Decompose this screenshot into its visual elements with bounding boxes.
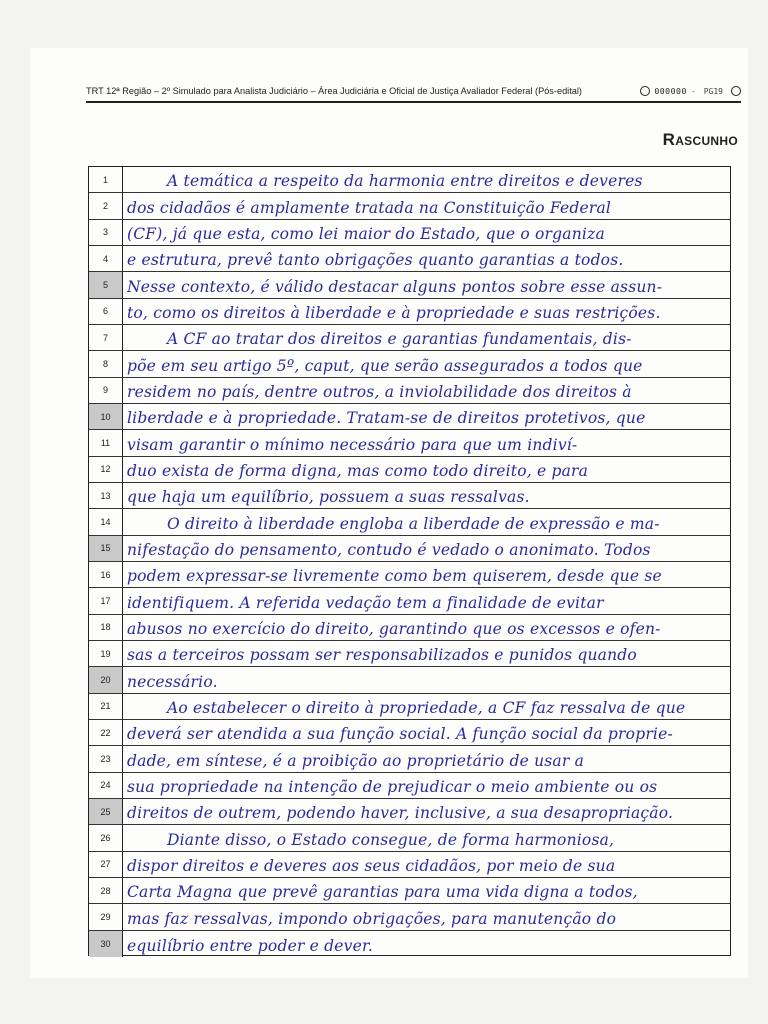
text-line: [89, 694, 730, 720]
handwritten-text: direitos de outrem, podendo haver, inclusive, a sua desapropriação.: [127, 804, 674, 823]
section-title: Rascunho: [662, 130, 738, 149]
handwritten-text: nifestação do pensamento, contudo é vedado o anonimato. Todos: [127, 540, 651, 559]
text-line: [89, 299, 730, 325]
line-number: 7: [89, 325, 123, 350]
text-line: [89, 746, 730, 772]
text-line: [89, 641, 730, 667]
candidate-code: 000000: [654, 86, 687, 96]
handwritten-text: visam garantir o mínimo necessário para que um indiví-: [127, 435, 578, 454]
header-rule: [86, 101, 741, 103]
line-number: 14: [89, 509, 123, 534]
handwritten-text: dispor direitos e deveres aos seus cidadãos, por meio de sua: [127, 856, 616, 875]
line-number: 28: [89, 878, 123, 903]
line-number: 20: [89, 667, 123, 692]
line-number: 22: [89, 720, 123, 745]
line-number: 11: [89, 430, 123, 455]
text-line: [89, 167, 730, 193]
handwritten-text: dos cidadãos é amplamente tratada na Constituição Federal: [127, 198, 612, 217]
text-line: [89, 615, 730, 641]
handwritten-text: equilíbrio entre poder e dever.: [127, 936, 374, 955]
handwritten-text: põe em seu artigo 5º, caput, que serão assegurados a todos que: [127, 356, 643, 375]
line-number: 17: [89, 588, 123, 613]
circle-marker-icon: [731, 86, 741, 96]
line-number: 19: [89, 641, 123, 666]
writing-grid: [88, 166, 731, 956]
handwritten-text: O direito à liberdade engloba a liberdade de expressão e ma-: [167, 514, 660, 533]
handwritten-text: A CF ao tratar dos direitos e garantias fundamentais, dis-: [167, 330, 632, 349]
text-line: [89, 799, 730, 825]
text-line: [89, 404, 730, 430]
line-number: 15: [89, 536, 123, 561]
line-number: 29: [89, 904, 123, 929]
page-code: PG19: [703, 86, 723, 96]
handwritten-text: Ao estabelecer o direito à propriedade, a CF faz ressalva de que: [167, 698, 686, 717]
text-line: [89, 931, 730, 957]
line-number: 13: [89, 483, 123, 508]
text-line: [89, 246, 730, 272]
line-number: 24: [89, 773, 123, 798]
text-line: [89, 904, 730, 930]
text-line: [89, 562, 730, 588]
handwritten-text: deverá ser atendida a sua função social. A função social da proprie-: [127, 725, 673, 744]
handwritten-text: necessário.: [127, 672, 218, 691]
handwritten-text: Diante disso, o Estado consegue, de forma harmoniosa,: [167, 830, 615, 849]
handwritten-text: sua propriedade na intenção de prejudicar o meio ambiente ou os: [127, 777, 658, 796]
code-separator: -: [690, 86, 696, 96]
handwritten-text: (CF), já que esta, como lei maior do Estado, que o organiza: [127, 224, 605, 243]
text-line: [89, 193, 730, 219]
handwritten-text: A temática a respeito da harmonia entre direitos e deveres: [167, 172, 643, 191]
line-number: 30: [89, 931, 123, 957]
line-number: 6: [89, 299, 123, 324]
text-line: [89, 351, 730, 377]
line-number: 26: [89, 825, 123, 850]
sheet-id: [640, 86, 741, 96]
exam-title: TRT 12ª Região – 2º Simulado para Analista Judiciário – Área Judiciária e Oficial de Justiça Avaliador Federal (Pós-edital): [86, 86, 582, 96]
text-line: [89, 667, 730, 693]
circle-marker-icon: [640, 86, 650, 96]
text-line: [89, 509, 730, 535]
handwritten-text: mas faz ressalvas, impondo obrigações, para manutenção do: [127, 909, 617, 928]
line-number: 4: [89, 246, 123, 271]
line-number: 8: [89, 351, 123, 376]
text-line: [89, 825, 730, 851]
handwritten-text: to, como os direitos à liberdade e à propriedade e suas restrições.: [127, 303, 661, 322]
handwritten-text: abusos no exercício do direito, garantindo que os excessos e ofen-: [127, 619, 661, 638]
line-number: 27: [89, 852, 123, 877]
line-number: 23: [89, 746, 123, 771]
line-number: 18: [89, 615, 123, 640]
text-line: [89, 378, 730, 404]
line-number: 9: [89, 378, 123, 403]
text-line: [89, 483, 730, 509]
line-number: 3: [89, 220, 123, 245]
text-line: [89, 272, 730, 298]
line-number: 12: [89, 457, 123, 482]
text-line: [89, 325, 730, 351]
handwritten-text: podem expressar-se livremente como bem quiserem, desde que se: [127, 567, 662, 586]
text-line: [89, 536, 730, 562]
line-number: 16: [89, 562, 123, 587]
handwritten-text: dade, em síntese, é a proibição ao proprietário de usar a: [127, 751, 585, 770]
text-line: [89, 878, 730, 904]
line-number: 10: [89, 404, 123, 429]
line-number: 5: [89, 272, 123, 297]
text-line: [89, 220, 730, 246]
handwritten-text: duo exista de forma digna, mas como todo direito, e para: [127, 461, 589, 480]
handwritten-text: identifiquem. A referida vedação tem a finalidade de evitar: [127, 593, 604, 612]
text-line: [89, 457, 730, 483]
handwritten-text: residem no país, dentre outros, a inviolabilidade dos direitos à: [127, 382, 632, 401]
text-line: [89, 720, 730, 746]
exam-header: [86, 82, 741, 100]
handwritten-text: que haja um equilíbrio, possuem a suas ressalvas.: [127, 488, 530, 507]
line-number: 25: [89, 799, 123, 824]
text-line: [89, 430, 730, 456]
handwritten-text: Nesse contexto, é válido destacar alguns pontos sobre esse assun-: [127, 277, 663, 296]
line-number: 21: [89, 694, 123, 719]
handwritten-text: Carta Magna que prevê garantias para uma vida digna a todos,: [127, 883, 638, 902]
text-line: [89, 852, 730, 878]
line-number: 1: [89, 167, 123, 192]
text-line: [89, 773, 730, 799]
line-number: 2: [89, 193, 123, 218]
handwritten-text: e estrutura, prevê tanto obrigações quanto garantias a todos.: [127, 251, 624, 270]
handwritten-text: liberdade e à propriedade. Tratam-se de direitos protetivos, que: [127, 409, 646, 428]
text-line: [89, 588, 730, 614]
handwritten-text: sas a terceiros possam ser responsabilizados e punidos quando: [127, 646, 637, 665]
